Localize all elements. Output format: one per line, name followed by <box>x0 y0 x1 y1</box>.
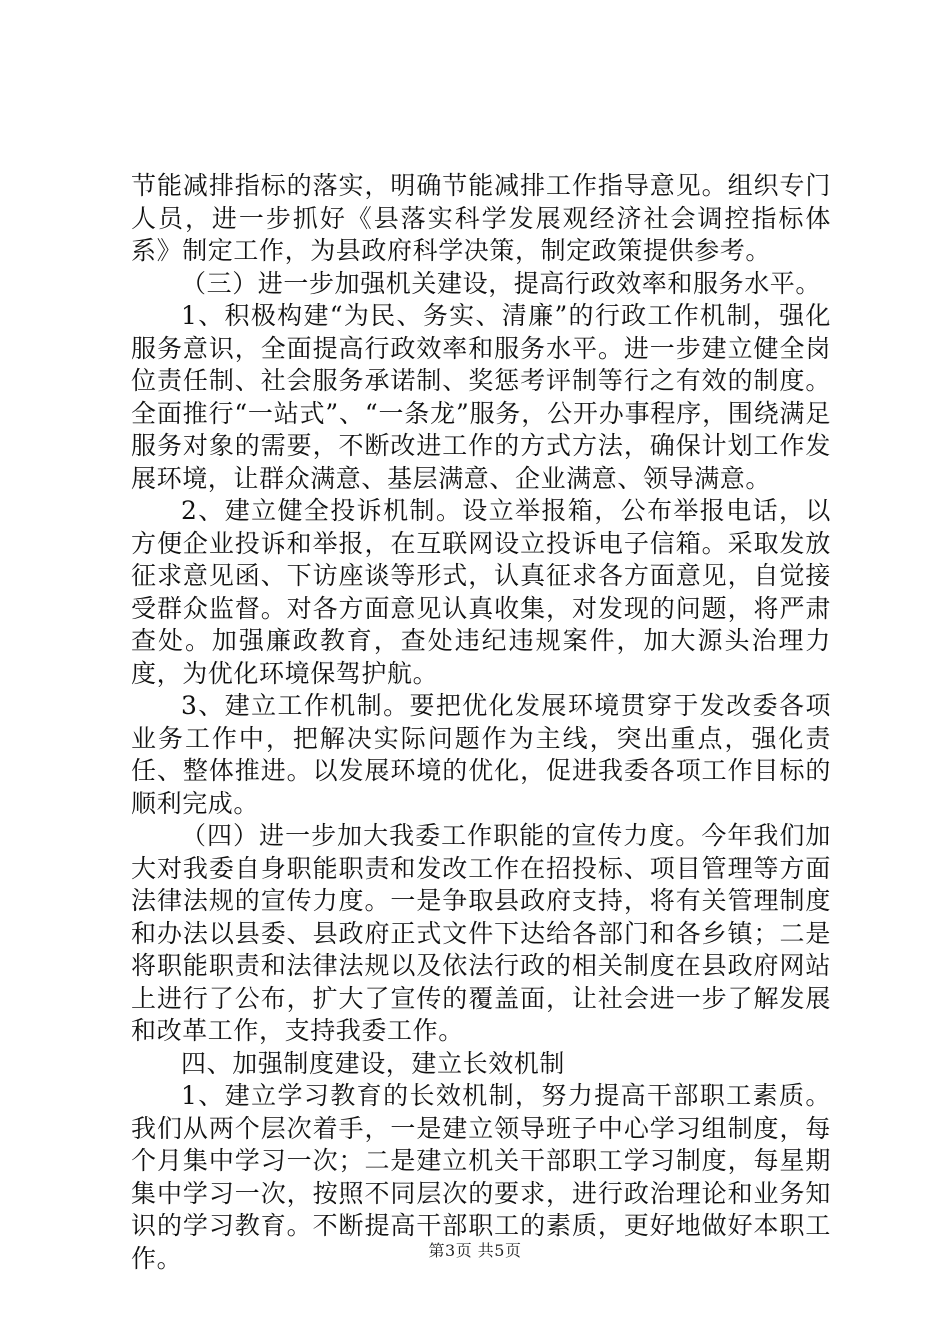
paragraph-4: 2、建立健全投诉机制。设立举报箱，公布举报电话，以方便企业投诉和举报，在互联网设立投诉电子信箱。采取发放征求意见函、下访座谈等形式，认真征求各方面意见，自觉接受群众监督。对各方面意见认真收集，对发现的问题，将严肃查处。加强廉政教育，查处违纪违规案件，加大源头治理力度，为优化环境保驾护航。 <box>131 496 831 688</box>
paragraph-2: （三）进一步加强机关建设，提高行政效率和服务水平。 <box>181 268 822 298</box>
paragraph-8: 1、建立学习教育的长效机制，努力提高干部职工素质。我们从两个层次着手，一是建立领导班子中心学习组制度，每个月集中学习一次；二是建立机关干部职工学习制度，每星期集中学习一次，按照不同层次的要求，进行政治理论和业务知识的学习教育。不断提高干部职工的素质，更好地做好本职工作。 <box>131 1081 831 1273</box>
paragraph-5: 3、建立工作机制。要把优化发展环境贯穿于发改委各项业务工作中，把解决实际问题作为主线，突出重点，强化责任、整体推进。以发展环境的优化，促进我委各项工作目标的顺利完成。 <box>131 691 831 818</box>
paragraph-6: （四）进一步加大我委工作职能的宣传力度。今年我们加大对我委自身职能职责和发改工作在招投标、项目管理等方面法律法规的宣传力度。一是争取县政府支持，将有关管理制度和办法以县委、县政府正式文件下达给各部门和各乡镇；二是将职能职责和法律法规以及依法行政的相关制度在县政府网站上进行了公布，扩大了宣传的覆盖面，让社会进一步了解发展和改革工作，支持我委工作。 <box>131 821 831 1045</box>
paragraph-3: 1、积极构建“为民、务实、清廉”的行政工作机制，强化服务意识，全面提高行政效率和服务水平。进一步建立健全岗位责任制、社会服务承诺制、奖惩考评制等行之有效的制度。全面推行“一站式”、“一条龙”服务，公开办事程序，围绕满足服务对象的需要，不断改进工作的方式方法，确保计划工作发展环境，让群众满意、基层满意、企业满意、领导满意。 <box>131 301 831 493</box>
page-number-footer: 第3页 共5页 <box>428 1241 522 1260</box>
paragraph-1: 节能减排指标的落实，明确节能减排工作指导意见。组织专门人员，进一步抓好《县落实科学发展观经济社会调控指标体系》制定工作，为县政府科学决策，制定政策提供参考。 <box>131 171 831 265</box>
document-body <box>131 170 831 1275</box>
section-heading: 四、加强制度建设，建立长效机制 <box>181 1048 566 1078</box>
